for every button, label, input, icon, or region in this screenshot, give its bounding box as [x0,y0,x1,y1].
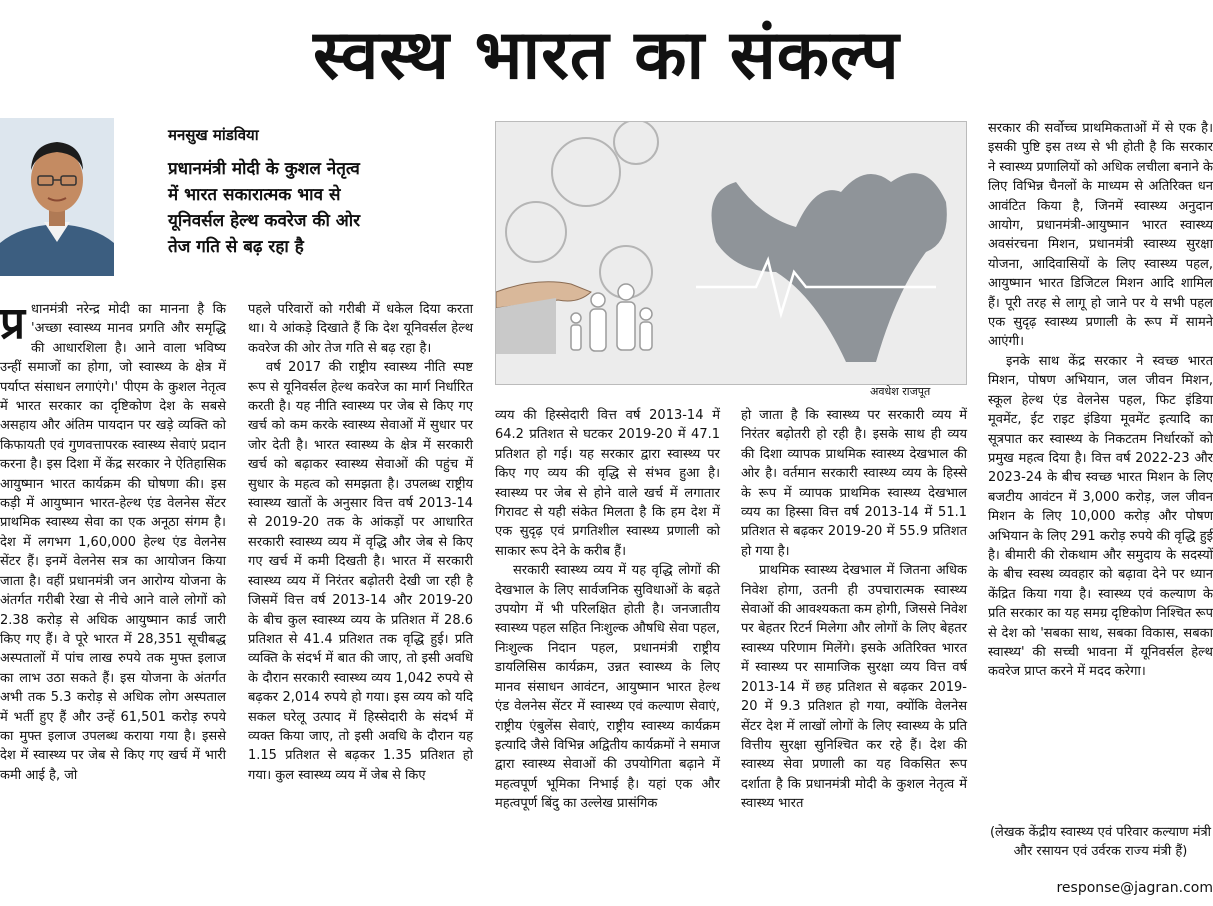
paragraph: पहले परिवारों को गरीबी में धकेल दिया करता था। ये आंकड़े दिखाते हैं कि देश यूनिवर्सल हेल्थ कवरेज की ओर तेज गति से बढ़ रहा है। [248,302,473,356]
paragraph: प्राथमिक स्वास्थ्य देखभाल में जितना अधिक निवेश होगा, उतनी ही उपचारात्मक स्वास्थ्य सेवाओं की आवश्यकता कम होगी, जिससे निवेश पर बेहतर रिटर्न मिलेगा और लोगों के लिए बेहतर स्वास्थ्य परिणाम मिलेंगे। इसके अतिरिक्त भारत में स्वास्थ्य पर सामाजिक सुरक्षा व्यय वित्त वर्ष 2013-14 में छह प्रतिशत से बढ़कर 2019-20 में 9.3 प्रतिशत हो गया, क्योंकि वेलनेस सेंटर देश में लाखों लोगों के लिए स्वास्थ्य के प्रति वित्तीय सुरक्षा सुनिश्चित कर रहे हैं। देश की स्वास्थ्य सेवा प्रणाली का यह विकसित रूप दर्शाता है कि प्रधानमंत्री मोदी के कुशल नेतृत्व में स्वास्थ्य भारत [741,563,967,812]
article-column-1 [0,300,226,785]
intro-line: यूनिवर्सल हेल्थ कवरेज की ओर [168,211,361,231]
intro-line: प्रधानमंत्री मोदी के कुशल नेतृत्व [168,159,360,179]
dropcap: प्र [0,298,26,349]
article-illustration [495,121,967,385]
author-photo [0,118,114,276]
author-name: मनसुख मांडविया [168,126,259,144]
article-column-5 [988,119,1213,682]
paragraph: सरकार की सर्वोच्च प्राथमिकताओं में से एक है। इसकी पुष्टि इस तथ्य से भी होती है कि सरकार ने स्वास्थ्य प्रणालियों को अधिक लचीला बनाने के लिए विभिन्न चैनलों के माध्यम से अतिरिक्त धन आवंटित किया है, जिनमें स्वास्थ्य अनुदान आयोग, प्रधानमंत्री-आयुष्मान भारत स्वास्थ्य अवसंरचना मिशन, प्रधानमंत्री स्वास्थ्य सुरक्षा योजना, आदिवासियों के लिए स्वास्थ्य पहल, आयुष्मान भारत डिजिटल मिशन आदि शामिल हैं। पूरी तरह से लागू हो जाने पर ये सभी पहल एक सुदृढ़ स्वास्थ्य प्रणाली के रूप में सामने आएंगी। [988,121,1213,350]
paragraph: वर्ष 2017 की राष्ट्रीय स्वास्थ्य नीति स्पष्ट रूप से यूनिवर्सल हेल्थ कवरेज का मार्ग निर्धारित करती है। यह नीति स्वास्थ्य पर जेब से किए गए खर्च को कम करके स्वास्थ्य सेवाओं में सुधार पर जोर देती है। भारत स्वास्थ्य के क्षेत्र में सरकारी खर्च को बढ़ाकर स्वास्थ्य सेवाओं की पहुंच में सुधार के महत्व को समझता है। उपलब्ध राष्ट्रीय स्वास्थ्य खातों के अनुसार वित्त वर्ष 2013-14 से 2019-20 तक के आंकड़ों पर आधारित सरकारी स्वास्थ्य व्यय में वृद्धि और जेब से किए गए खर्च में कमी दिखती है। भारत में सरकारी स्वास्थ्य व्यय में निरंतर बढ़ोतरी देखी जा रही है जिसमें वित्त वर्ष 2013-14 और 2019-20 के बीच कुल स्वास्थ्य व्यय के प्रतिशत में 28.6 प्रतिशत से 41.4 प्रतिशत तक वृद्धि हुई। प्रति व्यक्ति के संदर्भ में बात की जाए, तो इसी अवधि के दौरान सरकारी स्वास्थ्य व्यय 1,042 रुपये से बढ़कर 2,014 रुपये हो गया। इस व्यय को यदि सकल घरेलू उत्पाद में हिस्सेदारी के संदर्भ में व्यक्त किया जाए, तो इसी अवधि के दौरान यह 1.15 प्रतिशत से बढ़कर 1.35 प्रतिशत हो गया। कुल स्वास्थ्य व्यय में जेब से किए [248,360,473,783]
paragraph: सरकारी स्वास्थ्य व्यय में यह वृद्धि लोगों की देखभाल के लिए सार्वजनिक सुविधाओं के बढ़ते उपयोग में भी परिलक्षित होती है। जनजातीय स्वास्थ्य पहल सहित निःशुल्क औषधि सेवा पहल, निःशुल्क निदान पहल, प्रधानमंत्री राष्ट्रीय डायलिसिस कार्यक्रम, उन्नत स्वास्थ्य के लिए मानव संसाधन आवंटन, आयुष्मान भारत हेल्थ एंड वेलनेस सेंटर में स्वास्थ्य एवं कल्याण सेवाएं, राष्ट्रीय एंबुलेंस सेवाएं, राष्ट्रीय स्वास्थ्य कार्यक्रम इत्यादि जैसे विभिन्न अद्वितीय कार्यक्रमों ने समाज द्वारा स्वास्थ्य सेवाओं की उपयोगिता बढ़ाने में महत्वपूर्ण भूमिका निभाई है। यहां एक और महत्वपूर्ण बिंदु का उल्लेख प्रासंगिक [495,563,720,812]
author-note: (लेखक केंद्रीय स्वास्थ्य एवं परिवार कल्याण मंत्री और रसायन एवं उर्वरक राज्य मंत्री हैं) [989,825,1212,859]
article-column-3 [495,406,720,814]
paragraph: धानमंत्री नरेन्द्र मोदी का मानना है कि 'अच्छा स्वास्थ्य मानव प्रगति और समृद्धि की आधारशिला है। आने वाला भविष्य उन्हीं समाजों का होगा, जो स्वास्थ्य के क्षेत्र में पर्याप्त संसाधन लगाएंगे।' पीएम के कुशल नेतृत्व में भारत सरकार का दृष्टिकोण देश के सबसे असहाय और अंतिम पायदान पर खड़े व्यक्ति को किफायती एवं गुणवत्तापरक स्वास्थ्य सेवाएं प्रदान करना है। इस दिशा में केंद्र सरकार ने ऐतिहासिक आयुष्मान भारत कार्यक्रम की घोषणा की। इस कड़ी में आयुष्मान भारत-हेल्थ एंड वेलनेस सेंटर प्राथमिक स्वास्थ्य सेवा का एक अनूठा संगम है। देश में लगभग 1,60,000 हेल्थ एंड वेलनेस सेंटर हैं। इनमें वेलनेस सत्र का आयोजन किया जाता है। वहीं प्रधानमंत्री जन आरोग्य योजना के अंतर्गत गरीबी रेखा से नीचे आने वाले लोगों को 2.38 करोड़ से अधिक आयुष्मान कार्ड जारी किए गए हैं। वे पूरे भारत में 28,351 सूचीबद्ध अस्पतालों में पांच लाख रुपये तक मुफ्त इलाज का लाभ उठा सकते हैं। इस योजना के अंतर्गत अभी तक 5.3 करोड़ से अधिक लोग अस्पताल में भर्ती हुए हैं और उन्हें 61,501 करोड़ रुपये का मुफ्त इलाज उपलब्ध कराया गया है। इससे देश में स्वास्थ्य पर जेब से किए गए खर्च में भारी कमी आई है, जो [0,302,226,783]
intro-line: तेज गति से बढ़ रहा है [168,237,304,257]
image-credit: अवधेश राजपूत [870,385,931,398]
paragraph: हो जाता है कि स्वास्थ्य पर सरकारी व्यय में निरंतर बढ़ोतरी हो रही है। इसके साथ ही व्यय की दिशा व्यापक प्राथमिक स्वास्थ्य देखभाल की ओर है। वर्तमान सरकारी स्वास्थ्य व्यय के हिस्से के रूप में व्यापक प्राथमिक स्वास्थ्य देखभाल व्यय का हिस्सा वित्त वर्ष 2013-14 में 51.1 प्रतिशत से बढ़कर 2019-20 में 55.9 प्रतिशत हो गया है। [741,408,967,559]
intro-line: में भारत सकारात्मक भाव से [168,185,341,205]
article-column-2 [248,300,473,785]
paragraph: व्यय की हिस्सेदारी वित्त वर्ष 2013-14 में 64.2 प्रतिशत से घटकर 2019-20 में 47.1 प्रतिशत हो गई। यह सरकार द्वारा स्वास्थ्य पर किए गए व्यय की वृद्धि से संभव हुआ है। स्वास्थ्य पर जेब से होने वाले खर्च में लगातार गिरावट से यही संकेत मिलता है कि हम देश में एक सुदृढ़ एवं प्रगतिशील स्वास्थ्य प्रणाली को साकार रूप देने के करीब हैं। [495,408,720,559]
article-column-4 [741,406,967,814]
paragraph: इनके साथ केंद्र सरकार ने स्वच्छ भारत मिशन, पोषण अभियान, जल जीवन मिशन, स्कूल हेल्थ एंड वेलनेस पहल, फिट इंडिया मूवमेंट, ईट राइट इंडिया मूवमेंट इत्यादि का सूत्रपात कर स्वास्थ्य के निकटतम निर्धारकों को प्रमुख महत्व दिया है। वित्त वर्ष 2022-23 और 2023-24 के बीच स्वच्छ भारत मिशन के लिए बजटीय आवंटन में 3,000 करोड़, जल जीवन मिशन के लिए 10,000 करोड़ और पोषण अभियान के लिए 291 करोड़ रुपये की वृद्धि हुई है। बीमारी की रोकथाम और समुदाय के सदस्यों के बीच स्वस्थ व्यवहार को बढ़ावा देने पर ध्यान केंद्रित किया गया है। स्वास्थ्य एवं कल्याण के प्रति सरकार का यह समग्र दृष्टिकोण निश्चित रूप से देश को 'सबका साथ, सबका विकास, सबका स्वास्थ्य' की सच्ची भावना में यूनिवर्सल हेल्थ कवरेज प्राप्त करने में मदद करेगा। [988,353,1213,680]
response-email[interactable]: response@jagran.com [1056,880,1213,896]
headline: स्वस्थ भारत का संकल्प [313,15,900,95]
intro-highlight [168,156,468,260]
